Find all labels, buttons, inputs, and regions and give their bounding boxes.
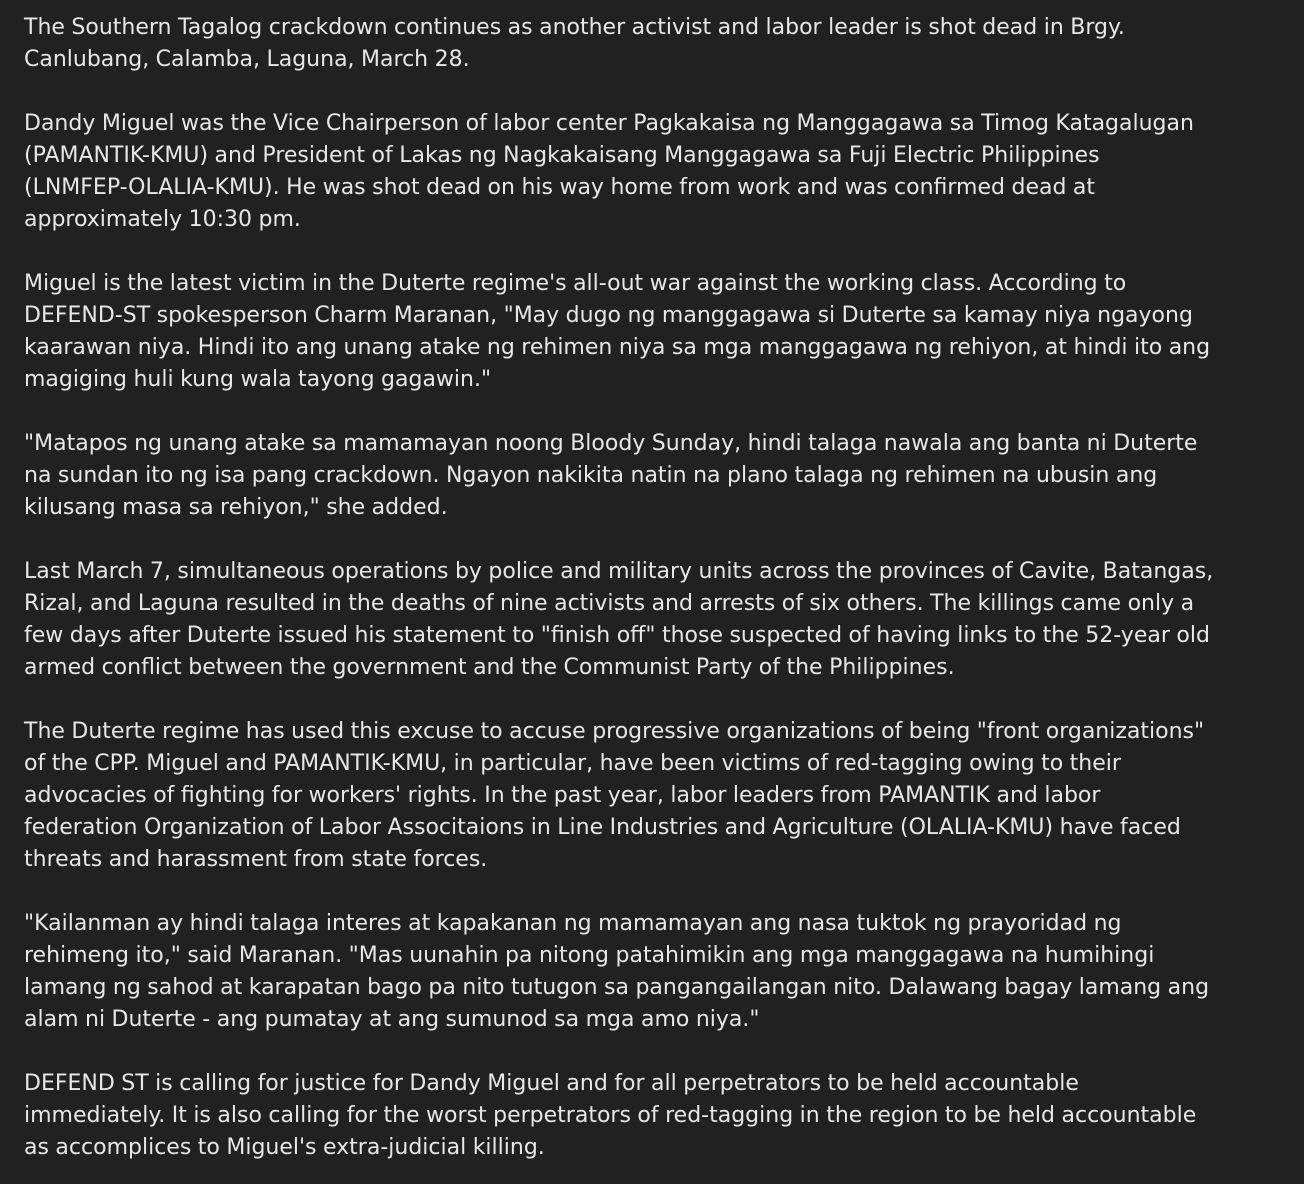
paragraph-intro: The Southern Tagalog crackdown continues as another activist and labor leader is shot dead in Brgy. Canlubang, Calamba, Laguna, March 28. <box>24 15 1125 72</box>
paragraph-march-7-operations: Last March 7, simultaneous operations by police and military units across the provinces of Cavite, Batangas, Rizal, and Laguna resulted in the deaths of nine activists and arrests of six others. The killings came only a few days after Duterte issued his statement to "finish off" those suspected of having links to the 52-year old armed conflict between the government and the Communist Party of the Philippines. <box>24 559 1214 680</box>
paragraph-bloody-sunday-quote: "Matapos ng unang atake sa mamamayan noong Bloody Sunday, hindi talaga nawala ang banta ni Duterte na sundan ito ng isa pang crackdown. Ngayon nakikita natin na plano talaga ng rehimen na ubusin ang kilusang masa sa rehiyon," she added. <box>24 431 1198 520</box>
paragraph-maranan-quote: "Kailanman ay hindi talaga interes at kapakanan ng mamamayan ang nasa tuktok ng prayoridad ng rehimeng ito," said Maranan. "Mas uunahin pa nitong patahimikin ang mga manggagawa na humihingi lamang ng sahod at karapatan bago pa nito tutugon sa pangangailangan nito. Dalawang bagay lamang ang alam ni Duterte - ang pumatay at ang sumunod sa mga amo niya." <box>24 911 1210 1032</box>
paragraph-call-for-justice: DEFEND ST is calling for justice for Dandy Miguel and for all perpetrators to be held accountable immediately. It is also calling for the worst perpetrators of red-tagging in the region to be held accountable as accomplices to Miguel's extra-judicial killing. <box>24 1071 1197 1160</box>
paragraph-victim-profile: Dandy Miguel was the Vice Chairperson of labor center Pagkakaisa ng Manggagawa sa Timog Katagalugan (PAMANTIK-KMU) and President of Lakas ng Nagkakaisang Manggagawa sa Fuji Electric Philippines (LNMFEP-OLALIA-KMU). He was shot dead on his way home from work and was confirmed dead at approximately 10:30 pm. <box>24 111 1194 232</box>
paragraph-red-tagging: The Duterte regime has used this excuse to accuse progressive organizations of being "front organizations" of the CPP. Miguel and PAMANTIK-KMU, in particular, have been victims of red-tagging owing to their advocacies of fighting for workers' rights. In the past year, labor leaders from PAMANTIK and labor federation Organization of Labor Associtaions in Line Industries and Agriculture (OLALIA-KMU) have faced threats and harassment from state forces. <box>24 719 1205 872</box>
paragraph-spokesperson-quote: Miguel is the latest victim in the Duterte regime's all-out war against the working class. According to DEFEND-ST spokesperson Charm Maranan, "May dugo ng manggagawa si Duterte sa kamay niya ngayong kaarawan niya. Hindi ito ang unang atake ng rehimen niya sa mga manggagawa ng rehiyon, at hindi ito ang magiging huli kung wala tayong gagawin." <box>24 271 1211 392</box>
